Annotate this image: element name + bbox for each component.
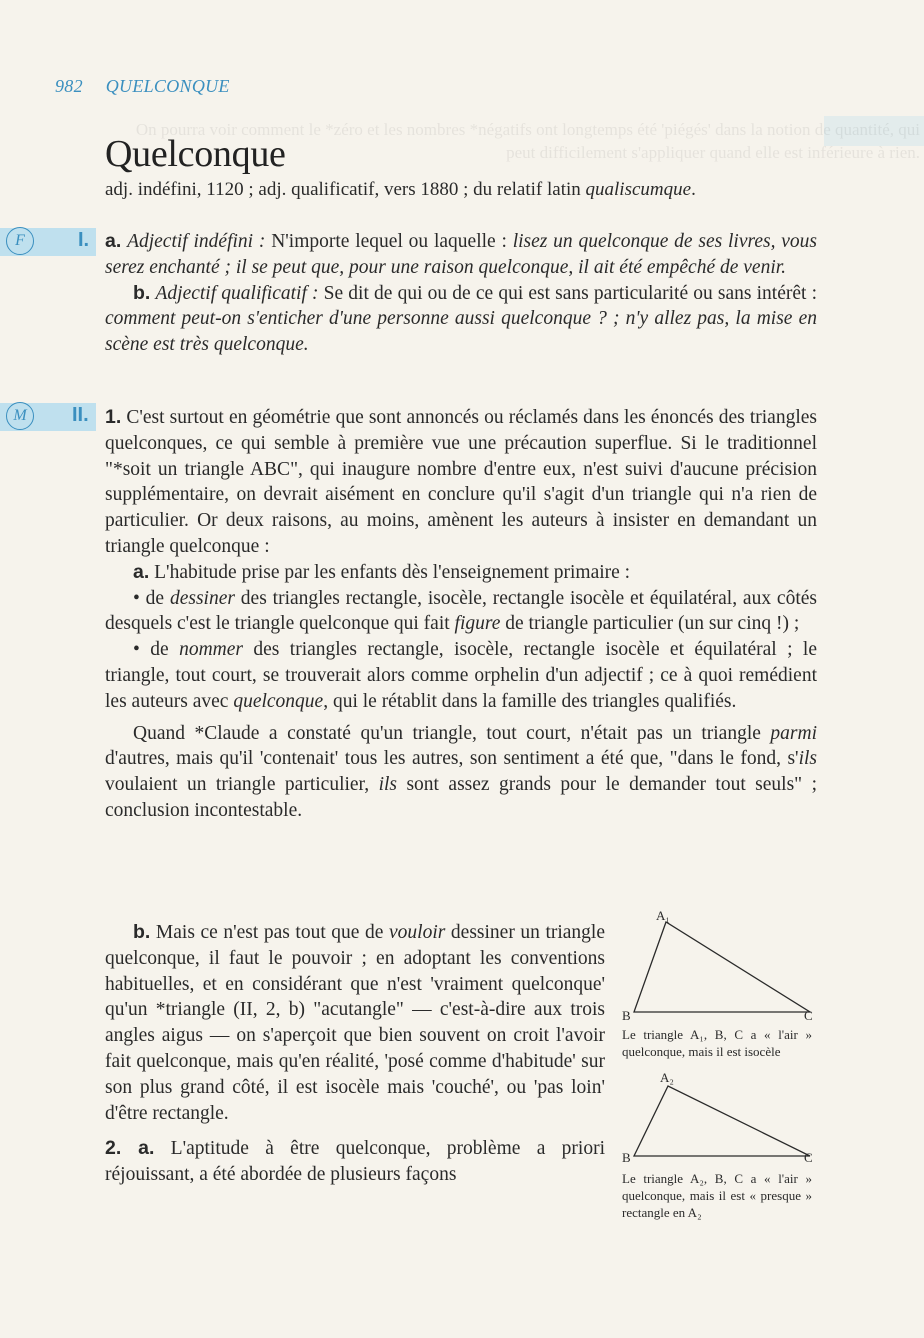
section-ii-text: 1. C'est surtout en géométrie que sont annoncés ou réclamés dans les énoncés des triangles quelconques, ce qui semble à première vue une précaution superflue. Si le traditionnel "*soit un triangle ABC", qui inaugure nombre d'entre eux, n'est suivi d'aucune précision supplémentaire, on devrait aisément en conclure qu'il s'agit d'un triangle qui n'a rien de particulier. Or deux raisons, au moins, amènent les auteurs à insister en demandant un triangle quelconque : a. L'habitude prise par les enfants dès l'enseignement primaire : • de dessiner des triangles rectangle, isocèle, rectangle isocèle et équilatéral, aux côtés desquels c'est le triangle quelconque qui fait figure de triangle particulier (un sur cinq !) ; • de nommer des triangles rectangle, isocèle, rectangle isocèle et équilatéral ; le triangle, tout court, se trouverait alors comme orphelin d'un adjectif ; ce à quoi remédient les auteurs avec quelconque, qui le rétablit dans la famille des triangles qualifiés. Quand *Claude a constaté qu'un triangle, tout court, n'était pas un triangle parmi d'autres, mais qu'il 'contenait' tous les autres, son sentiment a été que, "dans le fond, s'ils voulaient un triangle particulier, ils sont assez grands pour le demander tout seuls" ; conclusion incontestable.: [105, 406, 818, 821]
vertex-c2-label: C: [804, 1150, 813, 1165]
triangle-a2-shape: [634, 1086, 810, 1156]
vertex-b-label: B: [622, 1008, 631, 1023]
headword: Quelconque: [105, 133, 286, 175]
french-marker-icon: F: [6, 227, 34, 255]
triangle-a1-shape: [634, 922, 810, 1012]
running-head: [55, 76, 230, 97]
figure-1-caption: Le triangle A₁, B, C a « l'air » quelconque, mais il est isocèle: [622, 1027, 812, 1059]
math-marker-icon: M: [6, 402, 34, 430]
vertex-a1-label: A₁: [656, 908, 670, 923]
vertex-a2-label: A₂: [660, 1070, 674, 1085]
vertex-b2-label: B: [622, 1150, 631, 1165]
section-i-numeral: I.: [78, 229, 90, 251]
page-number: 982: [55, 76, 83, 96]
section-ii-numeral: II.: [72, 404, 89, 426]
vertex-c-label: C: [804, 1008, 813, 1023]
section-ii-b-text: b. Mais ce n'est pas tout que de vouloir dessiner un triangle quelconque, il faut le pouvoir ; en adoptant les conventions habituelles, et en considérant que n'est 'vraiment quelconque' qu'un *triangle (II, 2, b) "acutangle" — c'est-à-dire aux trois angles aigus — on s'aperçoit que bien souvent on croit l'avoir fait quelconque, mais qu'en réalité, 'posé comme d'habitude' sur son plus grand côté, il est isocèle mais 'couché', ou 'pas loin' d'être rectangle. 2. a. L'aptitude à être quelconque, problème a priori réjouissant, a été abordée de plusieurs façons: [105, 921, 605, 1186]
bleed-through-text: On pourra voir comment le *zéro et les nombres *négatifs ont longtemps été 'piégés' dans la notion de quantité, qui peut difficilement s'appliquer quand elle est inférieure à rien.: [135, 120, 920, 162]
triangle-figure-1: [618, 908, 818, 1024]
etymology: adj. indéfini, 1120 ; adj. qualificatif, vers 1880 ; du relatif latin qualiscumque.: [105, 179, 696, 200]
figure-2-caption: Le triangle A₂, B, C a « l'air » quelconque, mais il est « presque » rectangle en A₂: [622, 1171, 812, 1220]
section-i-text: a. Adjectif indéfini : N'importe lequel ou laquelle : lisez un quelconque de ses livres, vous serez enchanté ; il se peut que, pour une raison quelconque, il ait été empêché de venir. b. Adjectif qualificatif : Se dit de qui ou de ce qui est sans particularité ou sans intérêt : comment peut-on s'enticher d'une personne aussi quelconque ? ; n'y allez pas, la mise en scène est très quelconque.: [105, 230, 818, 356]
running-title: QUELCONQUE: [105, 76, 230, 96]
triangle-figure-2: [618, 1068, 818, 1166]
